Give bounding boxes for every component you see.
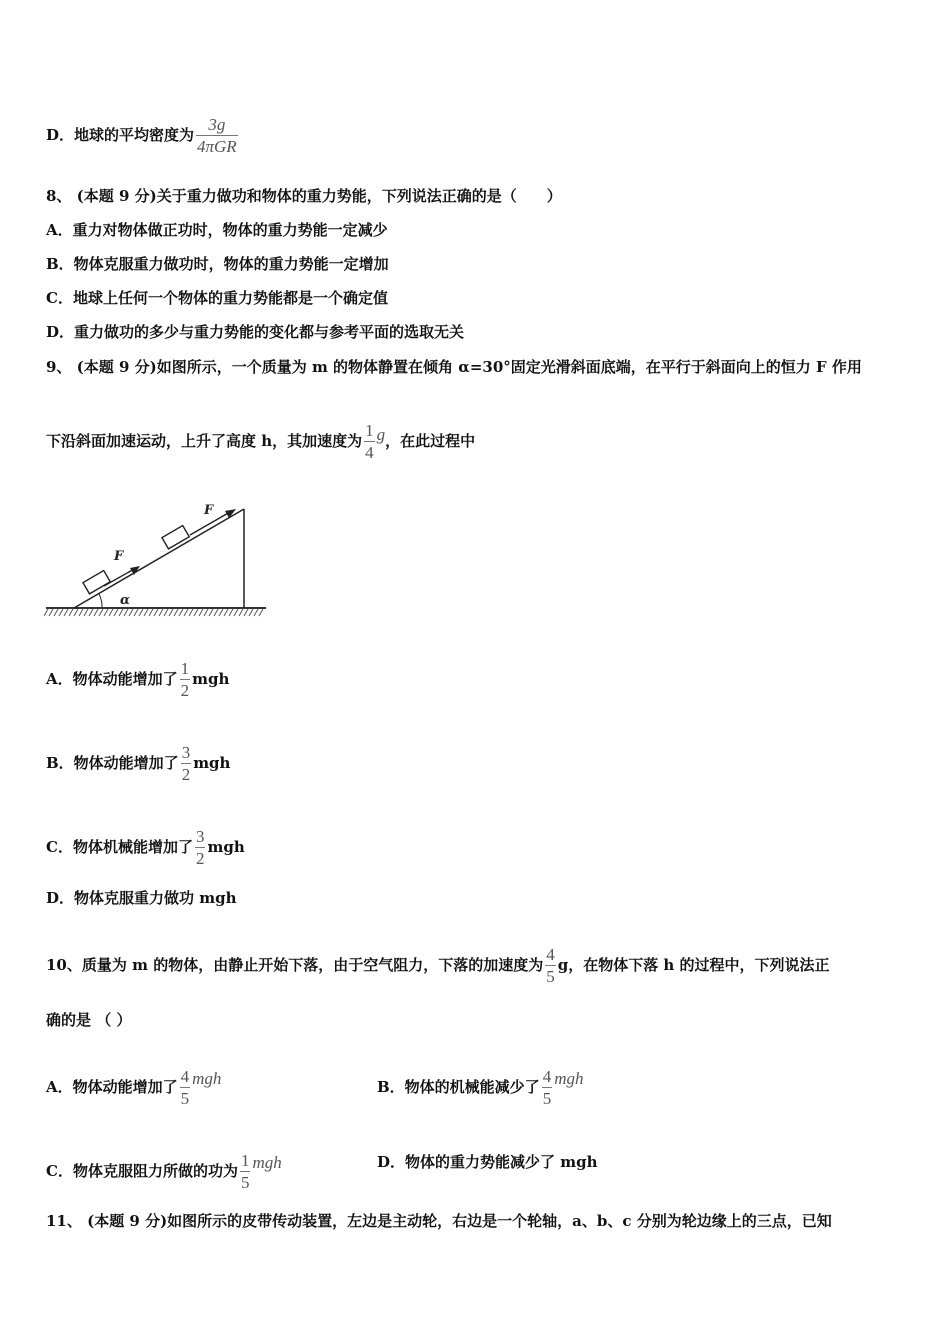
q9-stem-text-a: 下沿斜面加速运动，上升了高度 h，其加速度为 — [46, 432, 363, 450]
q9-option-a-label: A．物体动能增加了 — [46, 670, 178, 688]
hatch-mark — [89, 609, 93, 616]
q9-option-b — [46, 744, 230, 784]
q10-option-a-label: A．物体动能增加了 — [46, 1078, 178, 1096]
q9-option-b-label: B．物体动能增加了 — [46, 754, 179, 772]
hatch-mark — [129, 609, 133, 616]
fraction-denominator: 5 — [180, 1089, 190, 1108]
fraction-numerator: 4 — [546, 945, 555, 964]
fraction-denominator: 4πGR — [197, 137, 237, 156]
hatch-mark — [94, 609, 98, 616]
hatch-mark — [234, 609, 238, 616]
hatch-mark — [174, 609, 178, 616]
q8-option-d: D．重力做功的多少与重力势能的变化都与参考平面的选取无关 — [46, 323, 465, 341]
fraction-denominator: 4 — [365, 443, 374, 462]
hatch-mark — [179, 609, 183, 616]
q9-stem-line2 — [46, 422, 475, 462]
hatch-mark — [194, 609, 198, 616]
fraction-numerator: 3 — [195, 827, 205, 846]
q9-g-symbol: g — [376, 425, 386, 444]
q10-option-c — [46, 1152, 282, 1192]
hatch-mark — [164, 609, 168, 616]
hatch-mark — [189, 609, 193, 616]
hatch-mark — [99, 609, 103, 616]
fraction-numerator: 1 — [365, 421, 374, 440]
ground-hatching — [44, 608, 266, 616]
q10-acceleration-fraction — [545, 946, 556, 986]
upper-f-label: F — [204, 503, 214, 518]
q10-option-c-label: C．物体克服阻力所做的功为 — [46, 1162, 238, 1180]
hatch-mark — [204, 609, 208, 616]
fraction-numerator: 1 — [180, 659, 190, 678]
q9-incline-figure — [44, 498, 268, 622]
q9-option-c-label: C．物体机械能增加了 — [46, 838, 193, 856]
hatch-mark — [59, 609, 63, 616]
q9-acceleration-fraction — [364, 422, 375, 462]
hatch-mark — [169, 609, 173, 616]
hatch-mark — [229, 609, 233, 616]
hatch-mark — [139, 609, 143, 616]
hatch-mark — [224, 609, 228, 616]
hatch-mark — [134, 609, 138, 616]
hatch-mark — [114, 609, 118, 616]
q10-stem-line2: 确的是 （ ） — [46, 1011, 132, 1029]
hatch-mark — [84, 609, 88, 616]
q9-option-a — [46, 660, 229, 700]
lower-force-arrow — [104, 568, 136, 586]
hatch-mark — [249, 609, 253, 616]
hatch-mark — [239, 609, 243, 616]
fraction-denominator: 5 — [542, 1089, 552, 1108]
hatch-mark — [119, 609, 123, 616]
fraction-denominator: 2 — [181, 765, 191, 784]
hatch-mark — [209, 609, 213, 616]
q10-option-a-fraction — [180, 1068, 191, 1108]
q9-option-b-fraction — [181, 744, 192, 784]
hatch-mark — [154, 609, 158, 616]
fraction-denominator: 5 — [546, 967, 555, 986]
q8-stem: 8、 (本题 9 分)关于重力做功和物体的重力势能，下列说法正确的是（ ） — [46, 187, 562, 205]
angle-arc — [99, 594, 102, 608]
hatch-mark — [54, 609, 58, 616]
q10-option-c-symbol: mgh — [252, 1153, 282, 1172]
hatch-mark — [49, 609, 53, 616]
q8-option-a: A．重力对物体做正功时，物体的重力势能一定减少 — [46, 221, 388, 239]
q10-option-c-fraction — [240, 1152, 251, 1192]
hatch-mark — [109, 609, 113, 616]
hatch-mark — [124, 609, 128, 616]
hatch-mark — [144, 609, 148, 616]
q9-option-c-fraction — [195, 828, 206, 868]
q10-option-a-symbol: mgh — [192, 1069, 222, 1088]
q10-stem-text-a: 10、质量为 m 的物体，由静止开始下落，由于空气阻力，下落的加速度为 — [46, 956, 544, 974]
fraction-numerator: 3g — [208, 115, 226, 134]
hatch-mark — [259, 609, 263, 616]
incline-slope — [74, 509, 244, 608]
fraction-denominator: 5 — [240, 1173, 250, 1192]
q9-option-b-tail: mgh — [193, 754, 231, 772]
q10-stem-text-b: g，在物体下落 h 的过程中，下列说法正 — [557, 956, 830, 974]
q10-option-b — [377, 1068, 583, 1108]
q8-option-c: C．地球上任何一个物体的重力势能都是一个确定值 — [46, 289, 388, 307]
q9-option-a-fraction — [180, 660, 191, 700]
fraction-numerator: 3 — [181, 743, 191, 762]
hatch-mark — [219, 609, 223, 616]
hatch-mark — [244, 609, 248, 616]
fraction-denominator: 2 — [195, 849, 205, 868]
fraction-numerator: 4 — [180, 1067, 190, 1086]
q10-option-b-symbol: mgh — [554, 1069, 584, 1088]
lower-f-label: F — [114, 549, 124, 564]
hatch-mark — [214, 609, 218, 616]
hatch-mark — [149, 609, 153, 616]
q10-option-d: D．物体的重力势能减少了 mgh — [377, 1153, 598, 1171]
hatch-mark — [199, 609, 203, 616]
hatch-mark — [64, 609, 68, 616]
alpha-label: α — [120, 593, 131, 608]
q9-option-a-tail: mgh — [192, 670, 230, 688]
q9-option-d: D．物体克服重力做功 mgh — [46, 889, 237, 907]
hatch-mark — [159, 609, 163, 616]
hatch-mark — [44, 609, 48, 616]
q8-option-b: B．物体克服重力做功时，物体的重力势能一定增加 — [46, 255, 389, 273]
q10-option-a — [46, 1068, 221, 1108]
q10-stem-line1 — [46, 946, 830, 986]
hatch-mark — [74, 609, 78, 616]
upper-block — [162, 526, 189, 549]
q9-stem-text-b: ，在此过程中 — [385, 432, 476, 450]
q10-option-b-fraction — [542, 1068, 553, 1108]
hatch-mark — [104, 609, 108, 616]
lower-block — [83, 571, 110, 594]
q7-option-d — [46, 116, 240, 156]
hatch-mark — [184, 609, 188, 616]
fraction-numerator: 4 — [542, 1067, 552, 1086]
q7-density-fraction — [196, 116, 238, 156]
q9-option-c-tail: mgh — [207, 838, 245, 856]
hatch-mark — [79, 609, 83, 616]
q7-option-d-label: D．地球的平均密度为 — [46, 126, 195, 144]
fraction-numerator: 1 — [240, 1151, 250, 1170]
q10-option-b-label: B．物体的机械能减少了 — [377, 1078, 540, 1096]
q9-option-c — [46, 828, 245, 868]
q9-stem-line1: 9、 (本题 9 分)如图所示，一个质量为 m 的物体静置在倾角 α=30°固定光滑斜面底端，在平行于斜面向上的恒力 F 作用 — [46, 358, 862, 376]
fraction-denominator: 2 — [180, 681, 190, 700]
hatch-mark — [254, 609, 258, 616]
hatch-mark — [69, 609, 73, 616]
q11-stem: 11、 (本题 9 分)如图所示的皮带传动装置，左边是主动轮，右边是一个轮轴，a、b、c 分别为轮边缘上的三点，已知 — [46, 1212, 832, 1230]
